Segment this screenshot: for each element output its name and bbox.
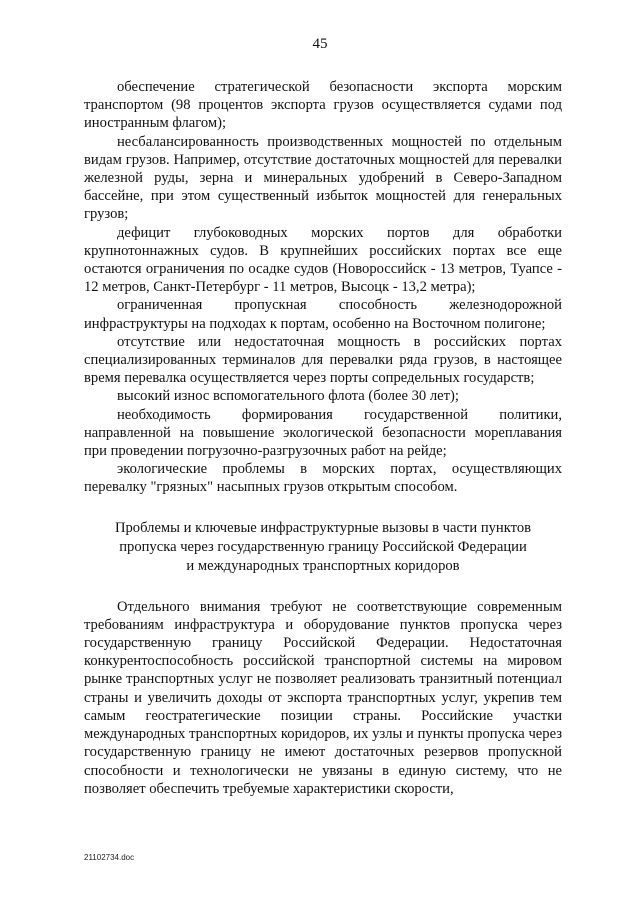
page-number: 45	[312, 36, 328, 52]
list-item-paragraph: отсутствие или недостаточная мощность в российских портах специализированных терминалов для перевалки ряда грузов, в настоящее время перевалка осуществляется через порты сопредельных государств;	[84, 333, 562, 387]
section-heading-line: Проблемы и ключевые инфраструктурные вызовы в части пунктов	[114, 519, 532, 536]
section-heading	[84, 519, 562, 576]
list-item-paragraph: несбалансированность производственных мощностей по отдельным видам грузов. Например, отсутствие достаточных мощностей для перевалки железной руды, зерна и минеральных удобрений в Северо-Западном бассейне, при этом существенный избыток мощностей для генеральных грузов;	[84, 133, 562, 223]
footer-filename: 21102734.doc	[84, 853, 135, 862]
list-item-paragraph: высокий износ вспомогательного флота (более 30 лет);	[117, 388, 459, 405]
body-paragraph: Отдельного внимания требуют не соответствующие современным требованиям инфраструктура и оборудование пунктов пропуска через государственную границу Российской Федерации. Недостаточная конкурентоспособность российской транспортной системы на мировом рынке транспортных услуг не позволяет реализовать транзитный потенциал страны и увеличить доходы от экспорта транспортных услуг, укрепив тем самым геостратегические позиции страны. Российские участки международных транспортных коридоров, их узлы и пункты пропуска через государственную границу не имеют достаточных резервов пропускной способности и технологически не увязаны в единую систему, что не позволяет обеспечить требуемые характеристики скорости,	[84, 598, 562, 797]
list-item-paragraph: обеспечение стратегической безопасности экспорта морским транспортом (98 процентов экспорта грузов осуществляется судами под иностранным флагом);	[84, 79, 562, 132]
list-item-paragraph: экологические проблемы в морских портах, осуществляющих перевалку "грязных" насыпных грузов открытым способом.	[84, 461, 562, 496]
document-body	[84, 78, 562, 798]
list-item-paragraph: дефицит глубоководных морских портов для обработки крупнотоннажных судов. В крупнейших российских портах все еще остаются ограничения по осадке судов (Новороссийск - 13 метров, Туапсе - 12 метров, Санкт-Петербург - 11 метров, Высоцк - 13,2 метра);	[84, 224, 562, 296]
section-heading-line: и международных транспортных коридоров	[186, 557, 460, 574]
section-heading-line: пропуска через государственную границу Российской Федерации	[119, 538, 527, 555]
list-item-paragraph: ограниченная пропускная способность железнодорожной инфраструктуры на подходах к портам, особенно на Восточном полигоне;	[84, 297, 562, 332]
list-item-paragraph: необходимость формирования государственной политики, направленной на повышение экологической безопасности мореплавания при проведении погрузочно-разгрузочных работ на рейде;	[84, 406, 562, 460]
